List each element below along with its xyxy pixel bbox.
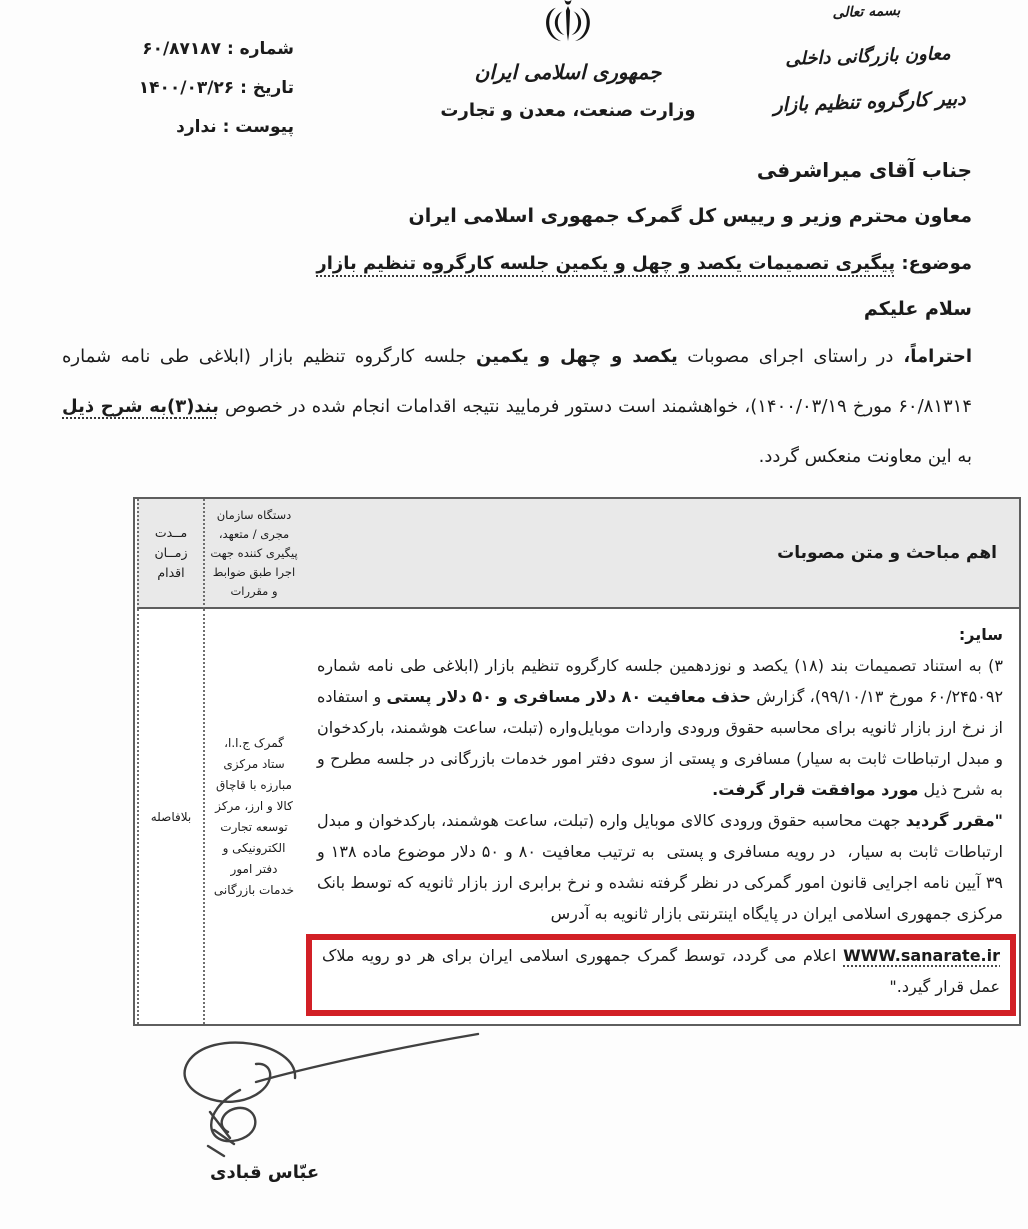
para-clause-3: بند(۳) xyxy=(166,396,219,417)
country-name: جمهوری اسلامی ایران xyxy=(474,60,662,84)
letter-date-label: تاریخ : xyxy=(240,78,294,98)
table-cell-executing-agency xyxy=(203,609,303,1024)
resolutions-table xyxy=(133,497,1021,1026)
highlight-box-passenger-postal: در رویه مسافری و پستی xyxy=(666,842,836,861)
p1-text-a: ۳) به استناد تصمیمات بند (۱۸) یکصد و نوزدهمین جلسه کارگروه تنظیم بازار (ابلاغی طی نامه شماره ۶۰/۲۴۵۰۹۲ مورخ ۹۹/۱۰/۱۳)، گزارش xyxy=(317,656,1004,706)
subject-label: موضوع: xyxy=(901,253,972,274)
signer-name: عبّاس قبادی xyxy=(210,1162,320,1183)
iran-emblem-icon xyxy=(539,0,597,52)
table-header-action-duration: مــدت زمــان اقدام xyxy=(137,499,203,609)
other-section-heading: سایر: xyxy=(958,625,1003,644)
p1-approved: مورد موافقت قرار گرفت. xyxy=(712,780,919,799)
letter-body xyxy=(62,158,972,500)
table-cell-action-duration xyxy=(137,609,203,1024)
letter-attachment-row xyxy=(84,108,294,147)
ministry-name: وزارت صنعت، معدن و تجارت xyxy=(440,100,696,121)
para-session-number: یکصد و چهل و یکمین xyxy=(476,346,678,367)
letter-attachment-label: پیوست : xyxy=(222,117,294,137)
table-header-executing-agency: دستگاه سازمان مجری / متعهد، پیگیری کننده جهت اجرا طبق ضوابط و مقررات xyxy=(203,499,303,609)
letter-paragraph xyxy=(62,332,972,482)
para-text-2: جلسه کارگروه تنظیم بازار (ابلاغی طی نامه شماره ۶۰/۸۱۳۱۴ مورخ ۱۴۰۰/۰۳/۱۹)، خواهشمند است دستور فرمایید نتیجه اقدامات انجام شده در خصوص xyxy=(62,346,972,417)
letter-attachment-value: ندارد xyxy=(176,117,217,137)
salutation: سلام علیکم xyxy=(863,298,972,320)
sanarate-url: WWW.sanarate.ir xyxy=(843,946,1000,965)
table-cell-resolution-text xyxy=(303,609,1019,1024)
recipient-title: معاون محترم وزیر و رییس کل گمرک جمهوری اسلامی ایران xyxy=(408,205,972,227)
boxed-closing-text: اعلام می گردد، توسط گمرک جمهوری اسلامی ایران برای هر دو رویه ملاک عمل قرار گیرد." xyxy=(322,946,1000,996)
deputy-title-calligraphy: معاون بازرگانی داخلی xyxy=(784,43,951,70)
letter-date-row xyxy=(84,69,294,108)
letter-meta-block xyxy=(84,30,294,147)
para-respectfully: احتراماً، xyxy=(893,346,972,367)
letter-number-label: شماره : xyxy=(226,39,294,59)
p1-text-c: و استفاده از نرخ ارز بازار ثانویه برای محاسبه حقوق ورودی واردات موبایل‌واره (تبلت، ساعت هوشمند، بارکدخوان و مبدل ارتباطات ثابت به سیار) مسافری و پستی از سوی دفتر امور خدمات بازرگانی در جلسه مطرح و به شرح ذیل xyxy=(317,687,1003,799)
agency-list: گمرک ج.ا.ا، ستاد مرکزی مبارزه با قاچاق کالا و ارز، مرکز توسعه تجارت الکترونیکی و دفتر امور خدمات بازرگانی xyxy=(213,735,295,897)
para-text-1: در راستای اجرای مصوبات xyxy=(677,346,894,367)
letterhead-calligraphy xyxy=(736,0,1000,118)
duration-value: بلافاصله xyxy=(150,809,192,824)
para-text-3: به این معاونت منعکس گردد. xyxy=(758,446,972,467)
letter-number-value: ۶۰/۸۷۱۸۷ xyxy=(142,39,222,59)
signature-image xyxy=(140,1020,500,1160)
resolution-paragraph-1 xyxy=(317,650,1003,805)
p2-text-b: به ترتیب معافیت ۸۰ و ۵۰ دلار موضوع ماده ۱۳۸ و ۳۹ آیین نامه اجرایی قانون امور گمرکی در نظر گرفته نشده و نرخ برابری ارز بازار ثانویه که توسط بانک مرکزی جمهوری اسلامی ایران در پایگاه اینترنتی بازار ثانویه به آدرس xyxy=(317,842,1003,923)
letter-number-row xyxy=(84,30,294,69)
subject-line xyxy=(62,253,972,274)
table-header-main-topics: اهم مباحث و متن مصوبات xyxy=(303,499,1019,609)
highlight-box-sanarate xyxy=(306,934,1016,1016)
besmele-text: بسمه تعالی xyxy=(832,2,901,22)
letter-date-value: ۱۴۰۰/۰۳/۲۶ xyxy=(138,78,235,98)
p2-decided: "مقرر گردید xyxy=(905,811,1003,830)
secretary-title-calligraphy: دبیر کارگروه تنظیم بازار xyxy=(773,87,966,117)
subject-text: پیگیری تصمیمات یکصد و چهل و یکمین جلسه کارگروه تنظیم بازار xyxy=(316,253,896,274)
p2-text-a: جهت محاسبه حقوق ورودی کالای موبایل واره (تبلت، ساعت هوشمند، بارکدخوان و مبدل ارتباطات ثابت به سیار، xyxy=(317,811,1004,861)
resolution-paragraph-2 xyxy=(317,805,1003,929)
recipient-name: جناب آقای میراشرفی xyxy=(756,158,972,182)
p1-exemption-report: حذف معافیت ۸۰ دلار مسافری و ۵۰ دلار پستی xyxy=(386,687,751,706)
letterhead-center xyxy=(408,0,728,121)
para-as-described: به شرح ذیل xyxy=(62,396,167,417)
